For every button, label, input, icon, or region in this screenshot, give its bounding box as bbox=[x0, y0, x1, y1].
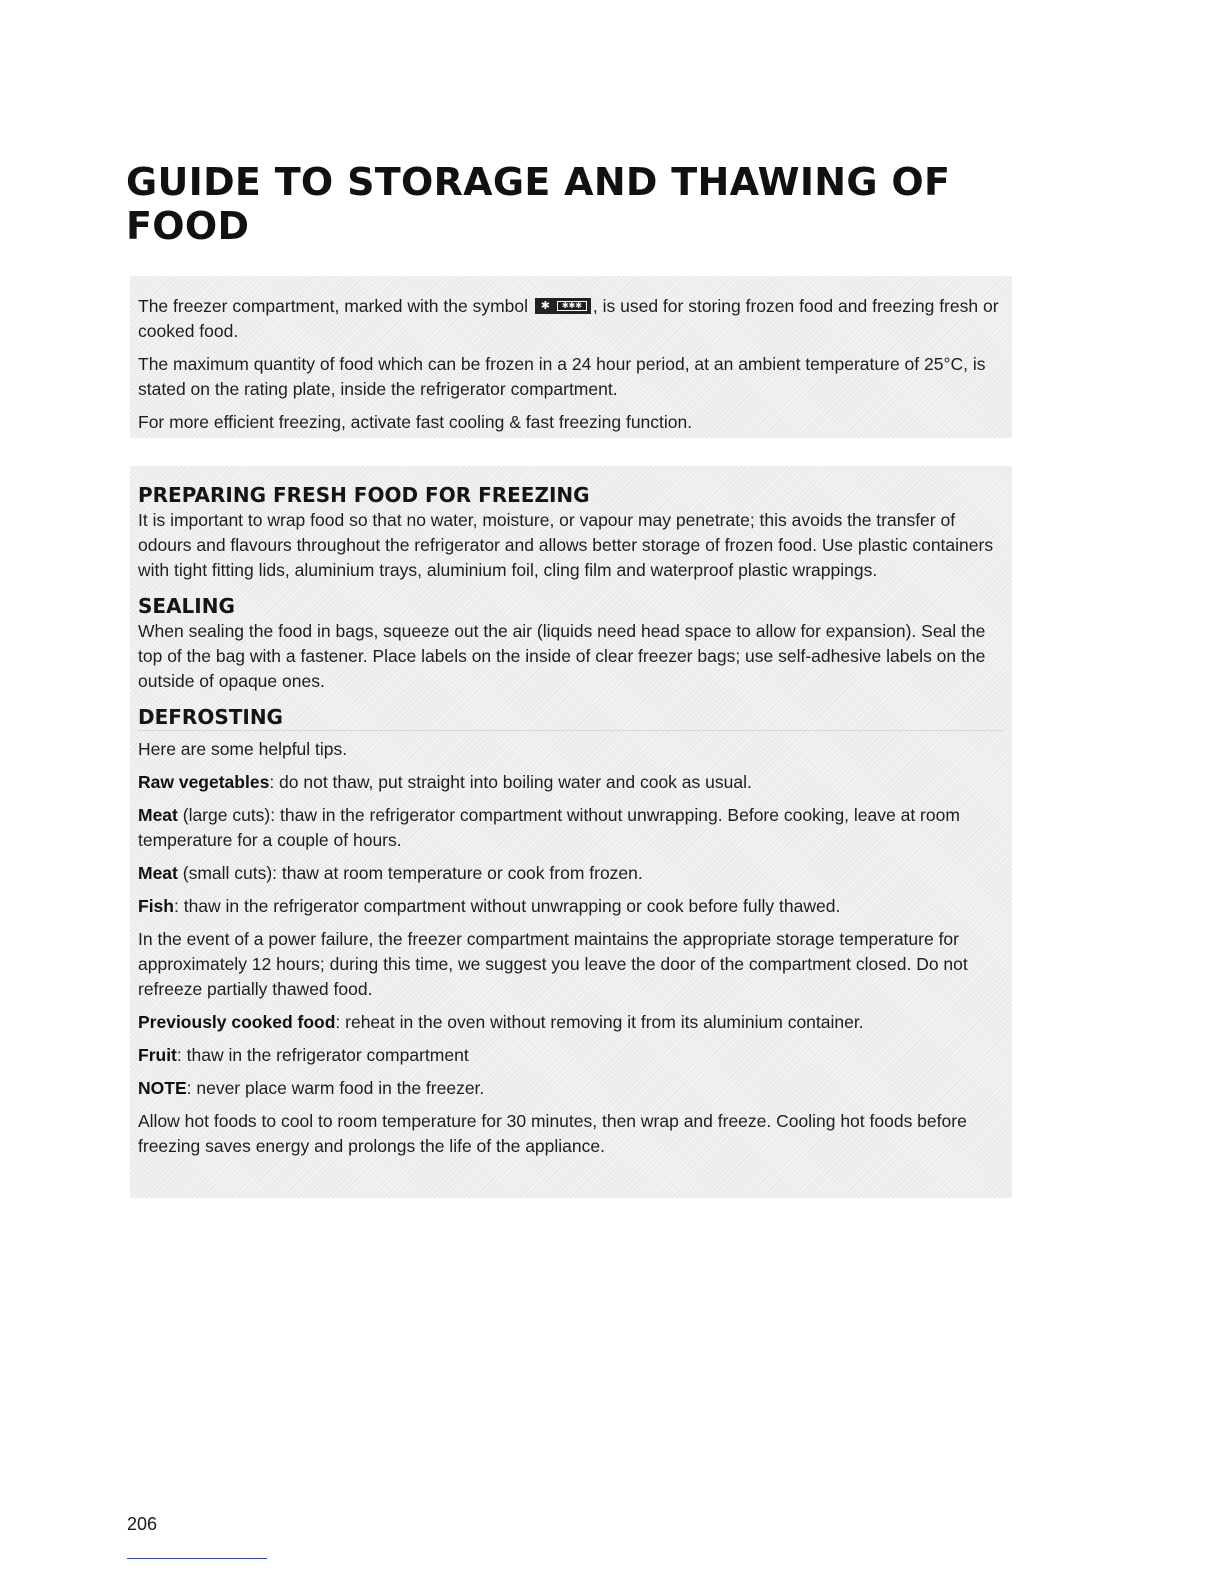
preparing-heading: PREPARING FRESH FOOD FOR FREEZING bbox=[138, 483, 590, 507]
note bbox=[138, 1076, 1004, 1101]
intro-paragraph-2: The maximum quantity of food which can be frozen in a 24 hour period, at an ambient temperature of 25°C, is stated on the rating plate, inside the refrigerator compartment. bbox=[138, 354, 986, 399]
tip-label: Meat bbox=[138, 863, 178, 883]
defrosting-heading: DEFROSTING bbox=[138, 705, 283, 729]
power-failure-text: In the event of a power failure, the freezer compartment maintains the appropriate storage temperature for approximately 12 hours; during this time, we suggest you leave the door of the compartment closed. Do not refreeze partially thawed food. bbox=[138, 929, 968, 999]
tip-fruit bbox=[138, 1043, 1004, 1068]
tip-text: : do not thaw, put straight into boiling water and cook as usual. bbox=[269, 772, 752, 792]
tip-label: Fruit bbox=[138, 1045, 177, 1065]
tip-label: Raw vegetables bbox=[138, 772, 270, 792]
note-label: NOTE bbox=[138, 1078, 187, 1098]
tip-text: (large cuts): thaw in the refrigerator compartment without unwrapping. Before cooking, leave at room temperature for a couple of hours. bbox=[138, 805, 960, 850]
preparing-text: It is important to wrap food so that no water, moisture, or vapour may penetrate; this avoids the transfer of odours and flavours throughout the refrigerator and allows better storage of frozen food. Use plastic containers with tight fitting lids, aluminium trays, aluminium foil, cling film and waterproof plastic wrappings. bbox=[138, 510, 994, 580]
tip-label: Fish bbox=[138, 896, 174, 916]
tip-text: : thaw in the refrigerator compartment without unwrapping or cook before fully thawed. bbox=[173, 896, 841, 916]
tip-label: Previously cooked food bbox=[138, 1012, 336, 1032]
tip-text: (small cuts): thaw at room temperature or cook from frozen. bbox=[177, 863, 643, 883]
intro-text-before-symbol: The freezer compartment, marked with the symbol bbox=[138, 296, 529, 316]
freezer-star-symbol-icon: ✱ ✱✱✱ bbox=[535, 298, 591, 314]
note-text: : never place warm food in the freezer. bbox=[186, 1078, 485, 1098]
sealing-text: When sealing the food in bags, squeeze out the air (liquids need head space to allow for expansion). Seal the top of the bag with a fastener. Place labels on the inside of clear freezer bags; use self-adhesive labels on the outside of opaque ones. bbox=[138, 621, 986, 691]
tip-fish bbox=[138, 894, 1004, 919]
cooling-text: Allow hot foods to cool to room temperature for 30 minutes, then wrap and freeze. Cooling hot foods before freezing saves energy and prolongs the life of the appliance. bbox=[138, 1111, 967, 1156]
tip-text: : thaw in the refrigerator compartment bbox=[176, 1045, 469, 1065]
tip-raw-vegetables bbox=[138, 770, 1004, 795]
main-panel bbox=[130, 466, 1012, 1198]
intro-panel bbox=[130, 276, 1012, 438]
tip-meat-small bbox=[138, 861, 1004, 886]
tip-label: Meat bbox=[138, 805, 178, 825]
defrosting-intro: Here are some helpful tips. bbox=[138, 739, 348, 759]
intro-paragraph-1 bbox=[138, 294, 1004, 344]
footer-rule bbox=[127, 1558, 267, 1559]
tip-meat-large bbox=[138, 803, 1004, 853]
defrosting-divider bbox=[138, 730, 1004, 731]
intro-text-after-symbol: , is used for storing frozen food and freezing fresh or cooked food. bbox=[138, 296, 999, 341]
intro-paragraph-3: For more efficient freezing, activate fast cooling & fast freezing function. bbox=[138, 412, 693, 432]
sealing-heading: SEALING bbox=[138, 594, 235, 618]
page-title: GUIDE TO STORAGE AND THAWING OF FOOD bbox=[126, 160, 951, 248]
tip-cooked-food bbox=[138, 1010, 1004, 1035]
page-number: 206 bbox=[127, 1514, 158, 1534]
tip-text: : reheat in the oven without removing it from its aluminium container. bbox=[335, 1012, 864, 1032]
